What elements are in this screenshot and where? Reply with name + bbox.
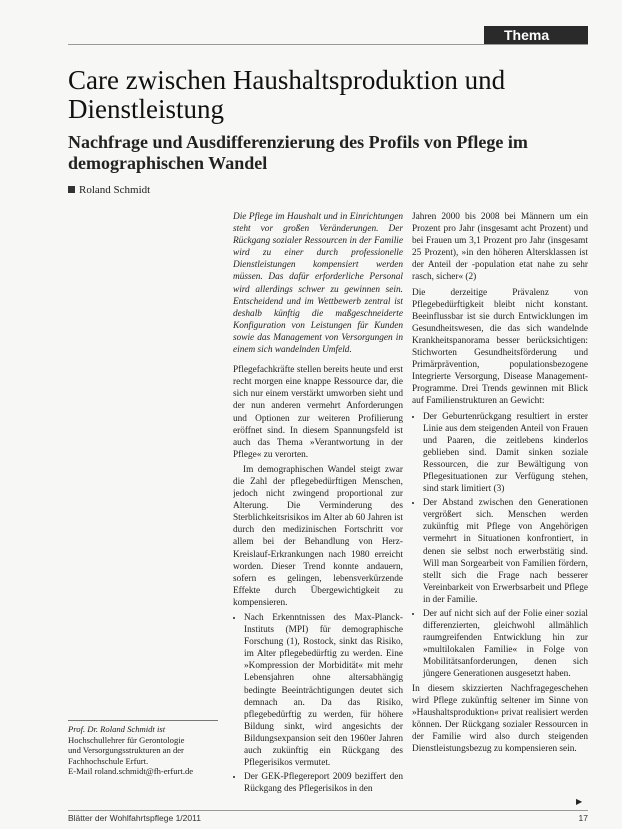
author-line [68, 184, 150, 196]
article-title: Care zwischen Haushaltsproduktion und Dienstleistung [68, 65, 506, 124]
bio-email: E-Mail roland.schmidt@fh-erfurt.de [68, 766, 194, 777]
square-bullet-icon [68, 186, 75, 193]
paragraph: In diesem skizzierten Nachfragegeschehen wird Pflege zukünftig seltener im Sinne von »Haushaltsproduktion« privat realisiert werden können. Der Rückgang sozialer Ressourcen in der Familie wird also durch steigenden Dienstleistungsbezug zu kompensieren sein. [412, 683, 588, 755]
bullet-list [412, 411, 588, 681]
list-item: • Nach Erkenntnissen des Max-Planck-Instituts (MPI) für demographische Forschung (1), Rostock, sinkt das Risiko, im Alter pflegebedürftig zu werden. Eine »Kompression der Morbidität« mit mehr Lebensjahren ohne altersabhängig bedingte Beeinträchtigungen deutet sich demnach an. Da das Risiko, pflegebedürftig zu werden, für höhere Bildung sinkt, wird angesichts der Bildungsexpansion seit den 1960er Jahren auch zukünftig ein Rückgang des Pflegerisikos vermutet. [244, 612, 403, 769]
list-item: • Der auf nicht sich auf der Folie einer sozial differenzierten, gleichwohl allmählich raumgreifenden Entwicklung hin zur »multilokalen Familie« in Folge von Mobilitätsanforderungen, denen sich jüngere Generationen ausgesetzt haben. [423, 608, 588, 681]
section-tab: Thema [484, 26, 588, 45]
author-name: Roland Schmidt [79, 184, 151, 196]
article-subtitle: Nachfrage und Ausdifferenzierung des Profils von Pflege im demographischen Wandel [68, 132, 528, 173]
list-item: • Der GEK-Pflegereport 2009 beziffert den Rückgang des Pflegerisikos in den [244, 771, 403, 795]
top-rule [68, 44, 588, 45]
bio-line: Hochschullehrer für Gerontologie [68, 734, 185, 745]
footer-rule [68, 810, 588, 811]
page-number: 17 [578, 813, 588, 823]
journal-name: Blätter der Wohlfahrtspflege 1/2011 [68, 813, 201, 823]
column-right [412, 211, 588, 811]
continue-arrow-icon: ▶ [576, 797, 583, 806]
bio-line: Fachhochschule Erfurt. [68, 755, 149, 766]
paragraph: Die derzeitige Prävalenz von Pflegebedürftigkeit bleibt nicht konstant. Beeinflussbar ist sie durch Entwicklungen im Gesundheitswesen, die das sich wandelnde Krankheitspanorama besser berücksichtigen: Stichworten Gesundheitsförderung und Primärprävention, populationsbezogene Integrierte Versorgung, Disease Management-Programme. Drei Trends gewinnen mit Blick auf Familienstrukturen an Gewicht: [412, 287, 588, 407]
paragraph: Jahren 2000 bis 2008 bei Männern um ein Prozent pro Jahr (insgesamt acht Prozent) und bei Frauen um 3,1 Prozent pro Jahr (insgesamt 25 Prozent), »in den höheren Altersklassen ist der Anteil der ‑population etat nahe zu sehr rasch, sicher« (2) [412, 212, 588, 283]
paragraph: Im demographischen Wandel steigt zwar die Zahl der pflegebedürftigen Menschen, jedoch nicht zwingend proportional zur Alterung. Die Verminderung des Sterblichkeitsrisikos im Alter ab 60 Jahren ist durch den medizinischen Fortschritt vor allem bei der Behandlung von Herz-Kreislauf-Erkrankungen nach 1980 erreicht worden. Dieser Trend konnte andauern, sofern es gelingen, lebensverkürzende Effekte durch Übergewichtigkeit zu kompensieren. [233, 464, 403, 608]
bio-line: und Versorgungsstrukturen an der [68, 745, 184, 756]
bullet-list [233, 612, 403, 795]
list-item: • Der Geburtenrückgang resultiert in erster Linie aus dem steigenden Anteil von Frauen und Paaren, die zeitlebens kinderlos geblieben sind. Damit sinken soziale Ressourcen, die zur Bewältigung von Pflegesituationen zur Verfügung stehen, sind stark limitiert (3) [423, 411, 588, 496]
author-bio [68, 720, 218, 777]
paragraph: Pflegefachkräfte stellen bereits heute und erst recht morgen eine knappe Ressource dar, die sich nur einem verstärkt umworben sieht und der nun anderen vermehrt Anforderungen und Optionen zur weiteren Profilierung eröffnet sind. In diesem Spannungsfeld ist auch das Thema »Verantwortung in der Pflege« zu verorten. [233, 365, 403, 460]
bio-name: Prof. Dr. Roland Schmidt ist [68, 724, 166, 734]
list-item: • Der Abstand zwischen den Generationen vergrößert sich. Menschen werden zukünftig mit Pflege von Angehörigen vermehrt in Situationen konfrontiert, in denen sie selbst noch erwerbstätig sind. Will man Sorgearbeit von Familien fördern, stellt sich die Frage nach besserer Vereinbarkeit von Erwerbsarbeit und Pflege in der Familie. [423, 497, 588, 606]
intro-paragraph: Die Pflege im Haushalt und in Einrichtungen steht vor großen Veränderungen. Der Rückgang sozialer Ressourcen in der Familie wird zu einer durch professionelle Dienstleistungen kompensiert werden müssen. Das dafür erforderliche Personal wird allerdings schwer zu gewinnen sein. Entscheidend und im Wettbewerb zentral ist deshalb künftig die maßgeschneiderte Konfiguration von Leistungen für Kunden sowie das Management von Versorgungen in einem sich wandelnden Umfeld. [233, 212, 403, 356]
column-middle [233, 211, 403, 811]
